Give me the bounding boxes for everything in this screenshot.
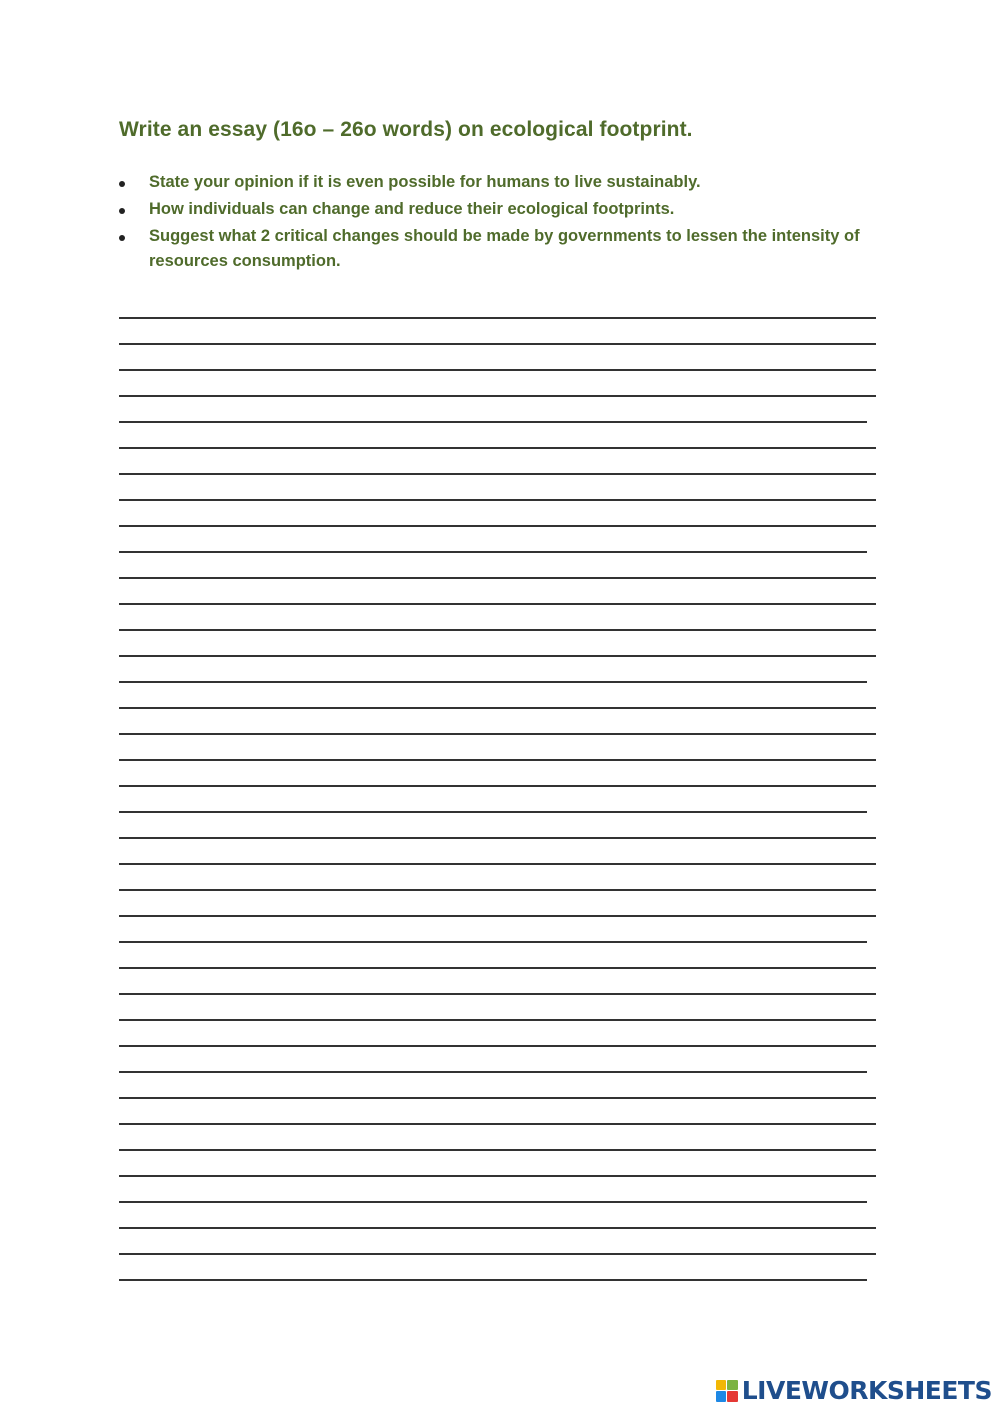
logo-text: LIVEWORKSHEETS <box>741 1376 992 1405</box>
writing-line[interactable] <box>119 733 876 735</box>
writing-line[interactable] <box>119 993 876 995</box>
writing-line[interactable] <box>119 1227 876 1229</box>
writing-line[interactable] <box>119 759 876 761</box>
liveworksheets-logo <box>716 1376 992 1405</box>
writing-line[interactable] <box>119 1045 876 1047</box>
writing-line[interactable] <box>119 1149 876 1151</box>
instruction-text: How individuals can change and reduce their ecological footprints. <box>149 200 675 218</box>
writing-line[interactable] <box>119 525 876 527</box>
writing-line[interactable] <box>119 603 876 605</box>
instruction-item <box>119 197 889 222</box>
writing-line[interactable] <box>119 889 876 891</box>
writing-line[interactable] <box>119 1201 867 1203</box>
writing-line[interactable] <box>119 655 876 657</box>
writing-line[interactable] <box>119 1175 876 1177</box>
writing-line[interactable] <box>119 941 867 943</box>
writing-line[interactable] <box>119 811 867 813</box>
writing-area[interactable] <box>119 300 879 1281</box>
writing-line[interactable] <box>119 421 867 423</box>
writing-line[interactable] <box>119 499 876 501</box>
liveworksheets-logo-icon <box>716 1380 738 1402</box>
writing-line[interactable] <box>119 1253 876 1255</box>
writing-line[interactable] <box>119 785 876 787</box>
writing-line[interactable] <box>119 967 876 969</box>
writing-line[interactable] <box>119 1097 876 1099</box>
writing-line[interactable] <box>119 447 876 449</box>
writing-line[interactable] <box>119 551 867 553</box>
instruction-text: Suggest what 2 critical changes should be made by governments to lessen the intensity of resources consumption. <box>149 227 860 270</box>
writing-line[interactable] <box>119 1123 876 1125</box>
writing-line[interactable] <box>119 577 876 579</box>
writing-line[interactable] <box>119 473 876 475</box>
writing-line[interactable] <box>119 681 867 683</box>
writing-line[interactable] <box>119 915 876 917</box>
writing-line[interactable] <box>119 1019 876 1021</box>
writing-line[interactable] <box>119 837 876 839</box>
writing-line[interactable] <box>119 369 876 371</box>
writing-line[interactable] <box>119 863 876 865</box>
writing-line[interactable] <box>119 343 876 345</box>
writing-line[interactable] <box>119 395 876 397</box>
instruction-item <box>119 224 889 274</box>
instruction-text: State your opinion if it is even possible for humans to live sustainably. <box>149 173 701 191</box>
instruction-list <box>119 170 889 276</box>
writing-line[interactable] <box>119 1279 867 1281</box>
instruction-item <box>119 170 889 195</box>
writing-line[interactable] <box>119 1071 867 1073</box>
essay-title: Write an essay (16o – 26o words) on ecological footprint. <box>119 118 693 141</box>
bullet-icon <box>119 235 125 241</box>
writing-line[interactable] <box>119 707 876 709</box>
bullet-icon <box>119 208 125 214</box>
bullet-icon <box>119 181 125 187</box>
writing-line[interactable] <box>119 317 876 319</box>
writing-line[interactable] <box>119 629 876 631</box>
